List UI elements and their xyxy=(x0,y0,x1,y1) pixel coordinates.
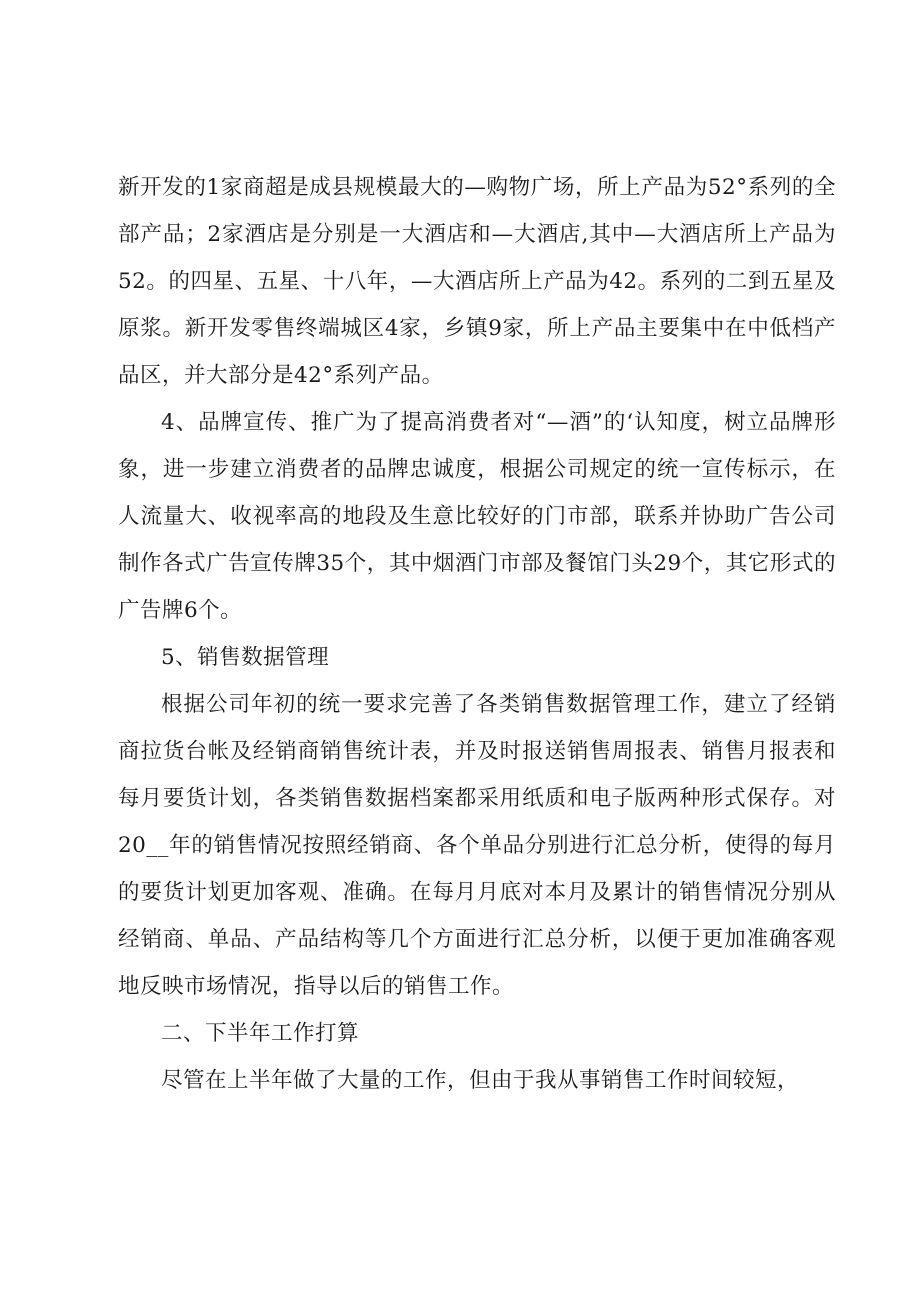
paragraph-brand-promotion: 4、品牌宣传、推广为了提高消费者对“—酒”的‘认知度，树立品牌形象，进一步建立消费者的品牌忠诚度，根据公司规定的统一宣传标示，在人流量大、收视率高的地段及生意比较好的门市部，联系并协助广告公司制作各式广告宣传牌35个，其中烟酒门市部及餐馆门头29个，其它形式的广告牌6个。 xyxy=(118,410,836,623)
paragraph-new-outlets: 新开发的1家商超是成县规模最大的—购物广场，所上产品为52°系列的全部产品；2家酒店是分别是一大酒店和—大酒店,其中—大酒店所上产品为52。的四星、五星、十八年，—大酒店所上产品为42。系列的二到五星及原浆。新开发零售终端城区4家，乡镇9家，所上产品主要集中在中低档产品区，并大部分是42°系列产品。 xyxy=(118,175,836,388)
paragraph-sales-data-management: 根据公司年初的统一要求完善了各类销售数据管理工作，建立了经销商拉货台帐及经销商销售统计表，并及时报送销售周报表、销售月报表和每月要货计划，各类销售数据档案都采用纸质和电子版两种形式保存。对20__年的销售情况按照经销商、各个单品分别进行汇总分析，使得的每月的要货计划更加客观、准确。在每月月底对本月及累计的销售情况分别从经销商、单品、产品结构等几个方面进行汇总分析，以便于更加准确客观地反映市场情况，指导以后的销售工作。 xyxy=(118,692,836,999)
document-body xyxy=(118,164,836,1104)
section-heading-sales-data: 5、销售数据管理 xyxy=(161,645,330,670)
paragraph-second-half-intro: 尽管在上半年做了大量的工作，但由于我从事销售工作时间较短， xyxy=(161,1068,800,1093)
section-heading-second-half-plan: 二、下半年工作打算 xyxy=(161,1021,360,1046)
